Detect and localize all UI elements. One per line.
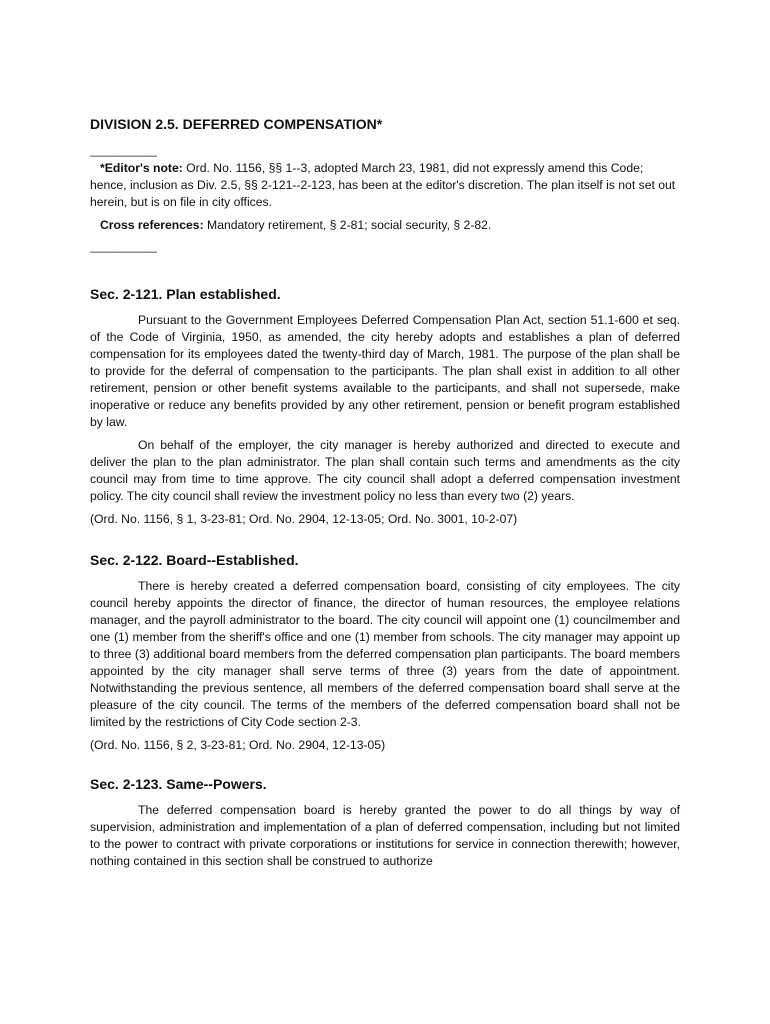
section-title-2-122: Sec. 2-122. Board--Established. (90, 552, 299, 568)
section-history-note: (Ord. No. 1156, § 1, 3-23-81; Ord. No. 2904, 12-13-05; Ord. No. 3001, 10-2-07) (90, 512, 518, 526)
section-history-note: (Ord. No. 1156, § 2, 3-23-81; Ord. No. 2904, 12-13-05) (90, 738, 386, 752)
document-page (90, 116, 680, 876)
footnote-rule-top: __________ (90, 143, 157, 157)
section-paragraph: On behalf of the employer, the city manager is hereby authorized and directed to execute and deliver the plan to the plan administrator. The plan shall contain such terms and amendments as the city council may from time to time approve. The city council shall adopt a deferred compensation investment policy. The city council shall review the investment policy no less than every two (2) years. (90, 438, 680, 503)
section-paragraph: The deferred compensation board is hereby granted the power to do all things by way of supervision, administration and implementation of a plan of deferred compensation, including but not limited to the power to contract with private corporations or institutions for service in connection therewith; however, nothing contained in this section shall be construed to authorize (90, 803, 680, 868)
cross-references-text: Mandatory retirement, § 2-81; social security, § 2-82. (203, 218, 492, 232)
cross-references-label: Cross references: (100, 218, 204, 232)
cross-references (90, 217, 680, 234)
section-title-2-123: Sec. 2-123. Same--Powers. (90, 776, 267, 792)
editors-note (90, 160, 680, 211)
section-paragraph: There is hereby created a deferred compensation board, consisting of city employees. The city council hereby appoints the director of finance, the director of human resources, the employee relations manager, and the payroll administrator to the board. The city council will appoint one (1) councilmember and one (1) member from the sheriff's office and one (1) member from schools. The city manager may appoint up to three (3) additional board members from the deferred compensation plan participants. The board members appointed by the city manager shall serve terms of three (3) years from the date of appointment. Notwithstanding the previous sentence, all members of the deferred compensation board shall serve at the pleasure of the city council. The terms of the members of the deferred compensation board shall not be limited by the restrictions of City Code section 2-3. (90, 579, 680, 729)
section-title-2-121: Sec. 2-121. Plan established. (90, 286, 281, 302)
division-title: DIVISION 2.5. DEFERRED COMPENSATION* (90, 116, 383, 132)
footnote-rule-bottom: __________ (90, 239, 157, 253)
editors-note-text: Ord. No. 1156, §§ 1--3, adopted March 23, 1981, did not expressly amend this Code; hence, inclusion as Div. 2.5, §§ 2-121--2-123, has been at the editor's discretion. The plan itself is not set out herein, but is on file in city offices. (90, 161, 676, 209)
editors-note-label: *Editor's note: (100, 161, 183, 175)
section-paragraph: Pursuant to the Government Employees Deferred Compensation Plan Act, section 51.1-600 et seq. of the Code of Virginia, 1950, as amended, the city hereby adopts and establishes a plan of deferred compensation for its employees dated the twenty-third day of March, 1981. The purpose of the plan shall be to provide for the deferral of compensation to the participants. The plan shall exist in addition to all other retirement, pension or other benefit systems available to the participants, and shall not supersede, make inoperative or reduce any benefits provided by any other retirement, pension or benefit program established by law. (90, 313, 680, 429)
